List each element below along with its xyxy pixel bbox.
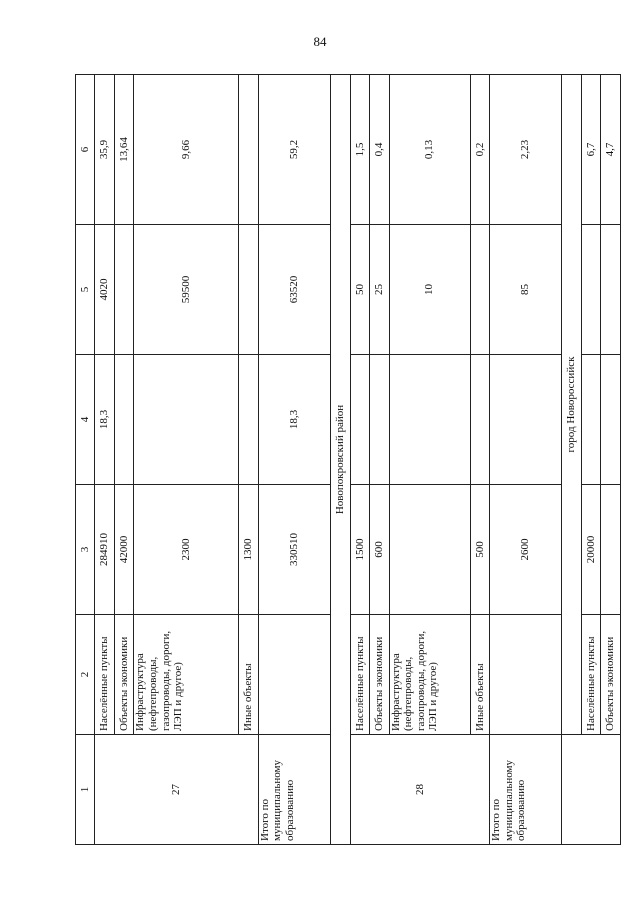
cell-value: 2600 <box>490 485 562 615</box>
cell-value: 1500 <box>350 485 369 615</box>
cell-value: 1300 <box>239 485 258 615</box>
cell-value: 2,23 <box>490 75 562 225</box>
object-type: Объекты экономики <box>114 615 133 735</box>
table-row <box>389 75 470 845</box>
cell-value <box>258 615 330 735</box>
cell-value: 63520 <box>258 225 330 355</box>
header-cell: 5 <box>76 225 95 355</box>
cell-value <box>389 355 470 485</box>
cell-value: 35,9 <box>95 75 114 225</box>
cell-value: 600 <box>370 485 389 615</box>
total-row <box>490 75 562 845</box>
cell-value: 0,13 <box>389 75 470 225</box>
cell-value <box>114 225 133 355</box>
cell-value <box>239 75 258 225</box>
cell-value <box>350 355 369 485</box>
cell-value: 85 <box>490 225 562 355</box>
header-row <box>76 75 95 845</box>
cell-value: 0,2 <box>470 75 489 225</box>
table-row <box>114 75 133 845</box>
cell-value <box>470 355 489 485</box>
cell-value: 500 <box>470 485 489 615</box>
table-row <box>581 75 600 845</box>
cell-value: 42000 <box>114 485 133 615</box>
cell-value: 59,2 <box>258 75 330 225</box>
total-label: Итого по муниципальному образованию <box>258 735 330 845</box>
cell-value <box>601 225 621 355</box>
cell-value <box>581 225 600 355</box>
object-type: Населённые пункты <box>95 615 114 735</box>
table-row <box>350 75 369 845</box>
cell-value <box>389 485 470 615</box>
header-cell: 4 <box>76 355 95 485</box>
cell-value: 284910 <box>95 485 114 615</box>
section-header-row <box>562 75 581 845</box>
section-header-row <box>331 75 350 845</box>
cell-value: 20000 <box>581 485 600 615</box>
object-type: Иные объекты <box>470 615 489 735</box>
cell-value: 0,4 <box>370 75 389 225</box>
cell-value: 4,7 <box>601 75 621 225</box>
row-number: 28 <box>350 735 489 845</box>
row-number <box>581 735 620 845</box>
header-cell: 1 <box>76 735 95 845</box>
cell-value: 13,64 <box>114 75 133 225</box>
cell-value <box>562 735 581 845</box>
table-row <box>370 75 389 845</box>
header-cell: 6 <box>76 75 95 225</box>
cell-value: 25 <box>370 225 389 355</box>
rotated-table-wrapper <box>75 75 621 845</box>
cell-value: 59500 <box>134 225 239 355</box>
object-type: Инфраструктура (нефтепроводы, газопроводы, дороги, ЛЭП и другое) <box>134 615 239 735</box>
cell-value: 330510 <box>258 485 330 615</box>
cell-value: 9,66 <box>134 75 239 225</box>
object-type: Населённые пункты <box>581 615 600 735</box>
table-row <box>470 75 489 845</box>
object-type: Объекты экономики <box>601 615 621 735</box>
cell-value <box>601 355 621 485</box>
cell-value: 1,5 <box>350 75 369 225</box>
object-type: Иные объекты <box>239 615 258 735</box>
cell-value <box>239 225 258 355</box>
cell-value <box>114 355 133 485</box>
cell-value <box>134 355 239 485</box>
cell-value: 2300 <box>134 485 239 615</box>
header-cell: 2 <box>76 615 95 735</box>
table-row <box>601 75 621 845</box>
header-cell: 3 <box>76 485 95 615</box>
cell-value: 18,3 <box>95 355 114 485</box>
total-label: Итого по муниципальному образованию <box>490 735 562 845</box>
cell-value: 18,3 <box>258 355 330 485</box>
data-table <box>75 74 621 845</box>
table-row <box>95 75 114 845</box>
table-row <box>239 75 258 845</box>
object-type: Населённые пункты <box>350 615 369 735</box>
object-type: Инфраструктура (нефтепроводы, газопроводы, дороги, ЛЭП и другое) <box>389 615 470 735</box>
cell-value: 50 <box>350 225 369 355</box>
object-type: Объекты экономики <box>370 615 389 735</box>
cell-value <box>581 355 600 485</box>
total-row <box>258 75 330 845</box>
cell-value <box>470 225 489 355</box>
section-title: Новопокровский район <box>331 75 350 845</box>
cell-value <box>490 355 562 485</box>
cell-value <box>370 355 389 485</box>
cell-value <box>239 355 258 485</box>
table-row <box>134 75 239 845</box>
cell-value <box>601 485 621 615</box>
cell-value: 10 <box>389 225 470 355</box>
row-number: 27 <box>95 735 258 845</box>
cell-value: 6,7 <box>581 75 600 225</box>
section-title: город Новороссийск <box>562 75 581 735</box>
cell-value: 4020 <box>95 225 114 355</box>
page-number: 84 <box>313 34 327 49</box>
cell-value <box>490 615 562 735</box>
